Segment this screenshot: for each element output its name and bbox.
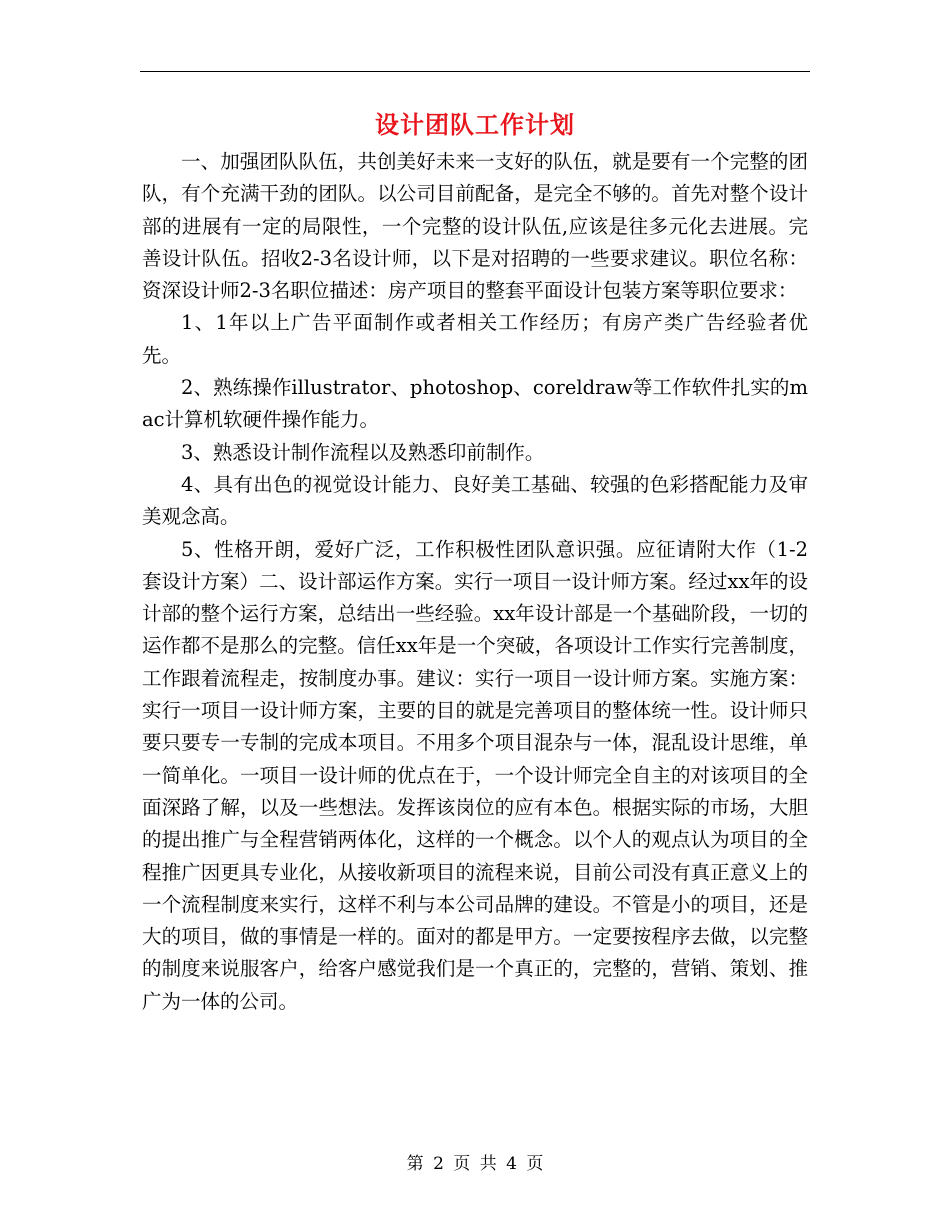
paragraph-requirement-5: 5、性格开朗，爱好广泛，工作积极性团队意识强。应征请附大作（1-2套设计方案）二、设计部运作方案。实行一项目一设计师方案。经过xx年的设计部的整个运行方案，总结出一些经验。xx年设计部是一个基础阶段，一切的运作都不是那么的完整。信任xx年是一个突破，各项设计工作实行完善制度，工作跟着流程走，按制度办事。建议：实行一项目一设计师方案。实施方案：实行一项目一设计师方案，主要的目的就是完善项目的整体统一性。设计师只要只要专一专制的完成本项目。不用多个项目混杂与一体，混乱设计思维，单一简单化。一项目一设计师的优点在于，一个设计师完全自主的对该项目的全面深路了解，以及一些想法。发挥该岗位的应有本色。根据实际的市场，大胆的提出推广与全程营销两体化，这样的一个概念。以个人的观点认为项目的全程推广因更具专业化，从接收新项目的流程来说，目前公司没有真正意义上的一个流程制度来实行，这样不利与本公司品牌的建设。不管是小的项目，还是大的项目，做的事情是一样的。面对的都是甲方。一定要按程序去做，以完整的制度来说服客户，给客户感觉我们是一个真正的，完整的，营销、策划、推广为一体的公司。	[142, 537, 808, 1013]
paragraph-requirement-3: 3、熟悉设计制作流程以及熟悉印前制作。	[181, 440, 545, 464]
header-rule	[140, 71, 810, 72]
paragraph-requirement-2: 2、熟练操作illustrator、photoshop、coreldraw等工作软件扎实的mac计算机软硬件操作能力。	[142, 376, 808, 432]
document-title: 设计团队工作计划	[375, 110, 575, 139]
paragraph-requirement-4: 4、具有出色的视觉设计能力、良好美工基础、较强的色彩搭配能力及审美观念高。	[142, 472, 808, 529]
document-body	[142, 146, 808, 1018]
page-footer: 第 2 页 共 4 页	[406, 1154, 544, 1174]
paragraph-requirement-1: 1、1年以上广告平面制作或者相关工作经历；有房产类广告经验者优先。	[142, 311, 808, 367]
paragraph-intro: 一、加强团队队伍，共创美好未来一支好的队伍，就是要有一个完整的团队，有个充满干劲的团队。以公司目前配备，是完全不够的。首先对整个设计部的进展有一定的局限性，一个完整的设计队伍,应该是往多元化去进展。完善设计队伍。招收2-3名设计师，以下是对招聘的一些要求建议。职位名称：资深设计师2-3名职位描述：房产项目的整套平面设计包装方案等职位要求：	[142, 150, 808, 303]
